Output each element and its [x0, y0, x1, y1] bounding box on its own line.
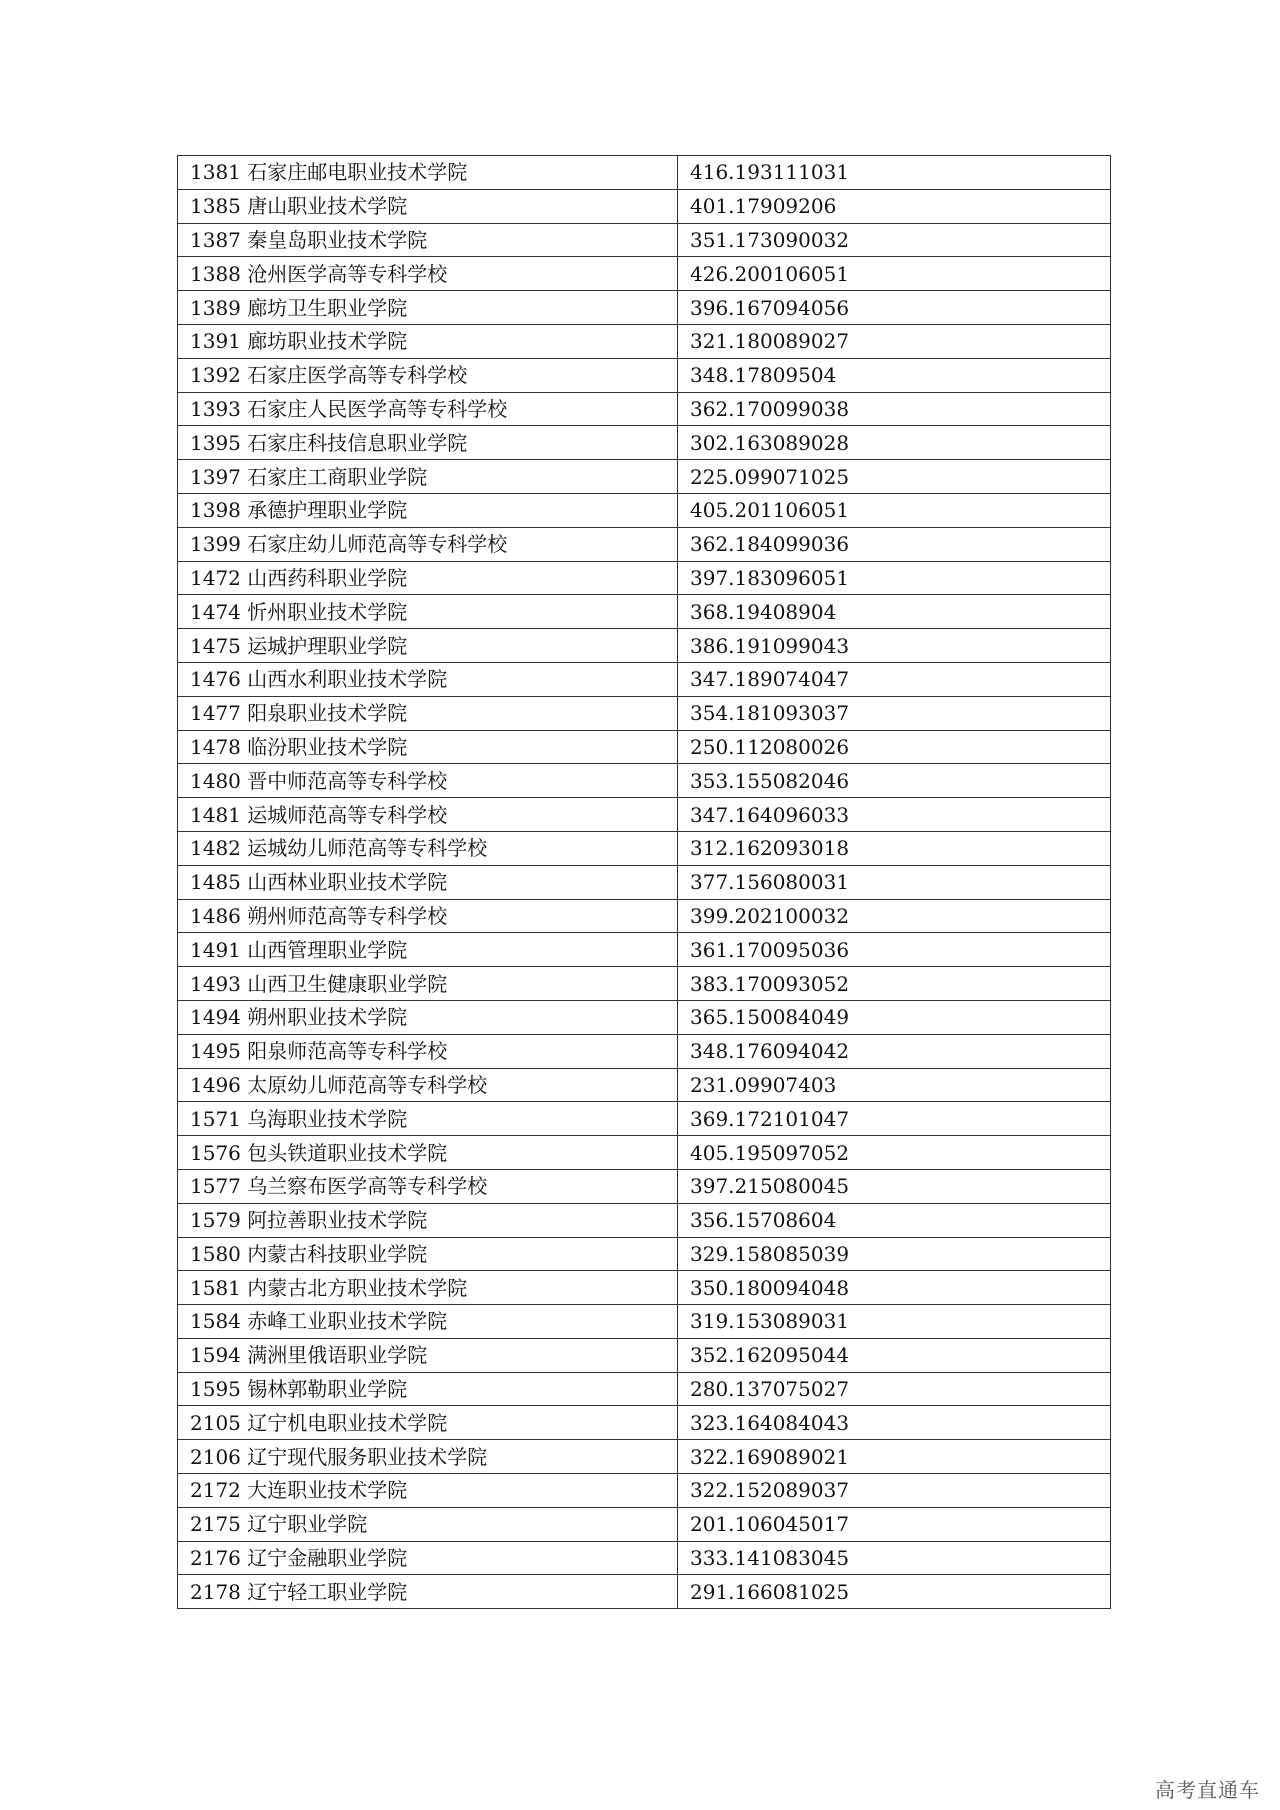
- table-row: [178, 257, 1111, 291]
- table-row: [178, 1102, 1111, 1136]
- score-value-cell: 322.152089037: [678, 1474, 1111, 1508]
- score-value-cell: 365.150084049: [678, 1000, 1111, 1034]
- school-cell: 1496 太原幼儿师范高等专科学校: [178, 1068, 678, 1102]
- score-table: [177, 155, 1111, 1609]
- table-row: [178, 291, 1111, 325]
- table-row: [178, 1541, 1111, 1575]
- school-cell: 1389 廊坊卫生职业学院: [178, 291, 678, 325]
- score-value-cell: 377.156080031: [678, 865, 1111, 899]
- school-cell: 1477 阳泉职业技术学院: [178, 696, 678, 730]
- score-value-cell: 362.184099036: [678, 527, 1111, 561]
- table-row: [178, 730, 1111, 764]
- score-value-cell: 323.164084043: [678, 1406, 1111, 1440]
- score-value-cell: 319.153089031: [678, 1305, 1111, 1339]
- school-cell: 1397 石家庄工商职业学院: [178, 460, 678, 494]
- school-cell: 1486 朔州师范高等专科学校: [178, 899, 678, 933]
- table-row: [178, 1068, 1111, 1102]
- school-cell: 1480 晋中师范高等专科学校: [178, 764, 678, 798]
- school-cell: 2172 大连职业技术学院: [178, 1474, 678, 1508]
- score-value-cell: 362.170099038: [678, 392, 1111, 426]
- score-value-cell: 369.172101047: [678, 1102, 1111, 1136]
- school-cell: 1478 临汾职业技术学院: [178, 730, 678, 764]
- table-row: [178, 764, 1111, 798]
- table-row: [178, 629, 1111, 663]
- score-value-cell: 250.112080026: [678, 730, 1111, 764]
- score-value-cell: 361.170095036: [678, 933, 1111, 967]
- score-value-cell: 405.195097052: [678, 1136, 1111, 1170]
- school-cell: 1395 石家庄科技信息职业学院: [178, 426, 678, 460]
- table-row: [178, 1575, 1111, 1609]
- score-value-cell: 280.137075027: [678, 1372, 1111, 1406]
- score-value-cell: 399.202100032: [678, 899, 1111, 933]
- school-cell: 2106 辽宁现代服务职业技术学院: [178, 1440, 678, 1474]
- score-value-cell: 348.17809504: [678, 358, 1111, 392]
- table-row: [178, 967, 1111, 1001]
- score-value-cell: 201.106045017: [678, 1507, 1111, 1541]
- school-cell: 1485 山西林业职业技术学院: [178, 865, 678, 899]
- table-row: [178, 493, 1111, 527]
- score-value-cell: 353.155082046: [678, 764, 1111, 798]
- table-row: [178, 1136, 1111, 1170]
- school-cell: 1381 石家庄邮电职业技术学院: [178, 156, 678, 190]
- table-row: [178, 156, 1111, 190]
- table-row: [178, 1034, 1111, 1068]
- school-cell: 1482 运城幼儿师范高等专科学校: [178, 831, 678, 865]
- score-value-cell: 354.181093037: [678, 696, 1111, 730]
- score-value-cell: 396.167094056: [678, 291, 1111, 325]
- table-row: [178, 358, 1111, 392]
- school-cell: 1581 内蒙古北方职业技术学院: [178, 1271, 678, 1305]
- score-value-cell: 368.19408904: [678, 595, 1111, 629]
- school-cell: 1493 山西卫生健康职业学院: [178, 967, 678, 1001]
- table-row: [178, 324, 1111, 358]
- table-row: [178, 527, 1111, 561]
- table-row: [178, 1305, 1111, 1339]
- table-row: [178, 460, 1111, 494]
- score-value-cell: 352.162095044: [678, 1338, 1111, 1372]
- school-cell: 1571 乌海职业技术学院: [178, 1102, 678, 1136]
- table-row: [178, 899, 1111, 933]
- table-row: [178, 1237, 1111, 1271]
- table-row: [178, 865, 1111, 899]
- score-value-cell: 225.099071025: [678, 460, 1111, 494]
- table-row: [178, 1000, 1111, 1034]
- school-cell: 1579 阿拉善职业技术学院: [178, 1203, 678, 1237]
- school-cell: 2105 辽宁机电职业技术学院: [178, 1406, 678, 1440]
- score-value-cell: 383.170093052: [678, 967, 1111, 1001]
- school-cell: 1494 朔州职业技术学院: [178, 1000, 678, 1034]
- school-cell: 1385 唐山职业技术学院: [178, 189, 678, 223]
- score-value-cell: 312.162093018: [678, 831, 1111, 865]
- score-value-cell: 231.09907403: [678, 1068, 1111, 1102]
- table-row: [178, 595, 1111, 629]
- school-cell: 2178 辽宁轻工职业学院: [178, 1575, 678, 1609]
- school-cell: 1474 忻州职业技术学院: [178, 595, 678, 629]
- score-value-cell: 329.158085039: [678, 1237, 1111, 1271]
- table-row: [178, 223, 1111, 257]
- score-value-cell: 333.141083045: [678, 1541, 1111, 1575]
- score-table-body: [178, 156, 1111, 1609]
- school-cell: 1387 秦皇岛职业技术学院: [178, 223, 678, 257]
- school-cell: 1391 廊坊职业技术学院: [178, 324, 678, 358]
- table-row: [178, 696, 1111, 730]
- score-value-cell: 397.183096051: [678, 561, 1111, 595]
- table-row: [178, 1406, 1111, 1440]
- score-value-cell: 347.164096033: [678, 798, 1111, 832]
- table-row: [178, 831, 1111, 865]
- table-row: [178, 1507, 1111, 1541]
- table-row: [178, 1474, 1111, 1508]
- score-value-cell: 322.169089021: [678, 1440, 1111, 1474]
- school-cell: 1476 山西水利职业技术学院: [178, 662, 678, 696]
- score-value-cell: 426.200106051: [678, 257, 1111, 291]
- school-cell: 1392 石家庄医学高等专科学校: [178, 358, 678, 392]
- school-cell: 1584 赤峰工业职业技术学院: [178, 1305, 678, 1339]
- school-cell: 1475 运城护理职业学院: [178, 629, 678, 663]
- table-row: [178, 1271, 1111, 1305]
- score-value-cell: 350.180094048: [678, 1271, 1111, 1305]
- score-value-cell: 291.166081025: [678, 1575, 1111, 1609]
- table-row: [178, 798, 1111, 832]
- school-cell: 1472 山西药科职业学院: [178, 561, 678, 595]
- school-cell: 1399 石家庄幼儿师范高等专科学校: [178, 527, 678, 561]
- school-cell: 2175 辽宁职业学院: [178, 1507, 678, 1541]
- watermark-text: 高考直通车: [1155, 1778, 1260, 1802]
- school-cell: 2176 辽宁金融职业学院: [178, 1541, 678, 1575]
- school-cell: 1594 满洲里俄语职业学院: [178, 1338, 678, 1372]
- school-cell: 1495 阳泉师范高等专科学校: [178, 1034, 678, 1068]
- table-row: [178, 392, 1111, 426]
- score-value-cell: 397.215080045: [678, 1169, 1111, 1203]
- score-value-cell: 401.17909206: [678, 189, 1111, 223]
- table-row: [178, 561, 1111, 595]
- table-row: [178, 1338, 1111, 1372]
- score-value-cell: 405.201106051: [678, 493, 1111, 527]
- score-value-cell: 356.15708604: [678, 1203, 1111, 1237]
- score-value-cell: 347.189074047: [678, 662, 1111, 696]
- school-cell: 1491 山西管理职业学院: [178, 933, 678, 967]
- school-cell: 1481 运城师范高等专科学校: [178, 798, 678, 832]
- table-row: [178, 933, 1111, 967]
- school-cell: 1577 乌兰察布医学高等专科学校: [178, 1169, 678, 1203]
- table-row: [178, 662, 1111, 696]
- table-row: [178, 1169, 1111, 1203]
- table-row: [178, 426, 1111, 460]
- score-value-cell: 351.173090032: [678, 223, 1111, 257]
- school-cell: 1595 锡林郭勒职业学院: [178, 1372, 678, 1406]
- school-cell: 1398 承德护理职业学院: [178, 493, 678, 527]
- table-row: [178, 1440, 1111, 1474]
- score-value-cell: 302.163089028: [678, 426, 1111, 460]
- score-value-cell: 416.193111031: [678, 156, 1111, 190]
- table-row: [178, 1203, 1111, 1237]
- score-value-cell: 321.180089027: [678, 324, 1111, 358]
- school-cell: 1576 包头铁道职业技术学院: [178, 1136, 678, 1170]
- table-row: [178, 189, 1111, 223]
- score-value-cell: 386.191099043: [678, 629, 1111, 663]
- school-cell: 1580 内蒙古科技职业学院: [178, 1237, 678, 1271]
- school-cell: 1393 石家庄人民医学高等专科学校: [178, 392, 678, 426]
- table-row: [178, 1372, 1111, 1406]
- score-value-cell: 348.176094042: [678, 1034, 1111, 1068]
- school-cell: 1388 沧州医学高等专科学校: [178, 257, 678, 291]
